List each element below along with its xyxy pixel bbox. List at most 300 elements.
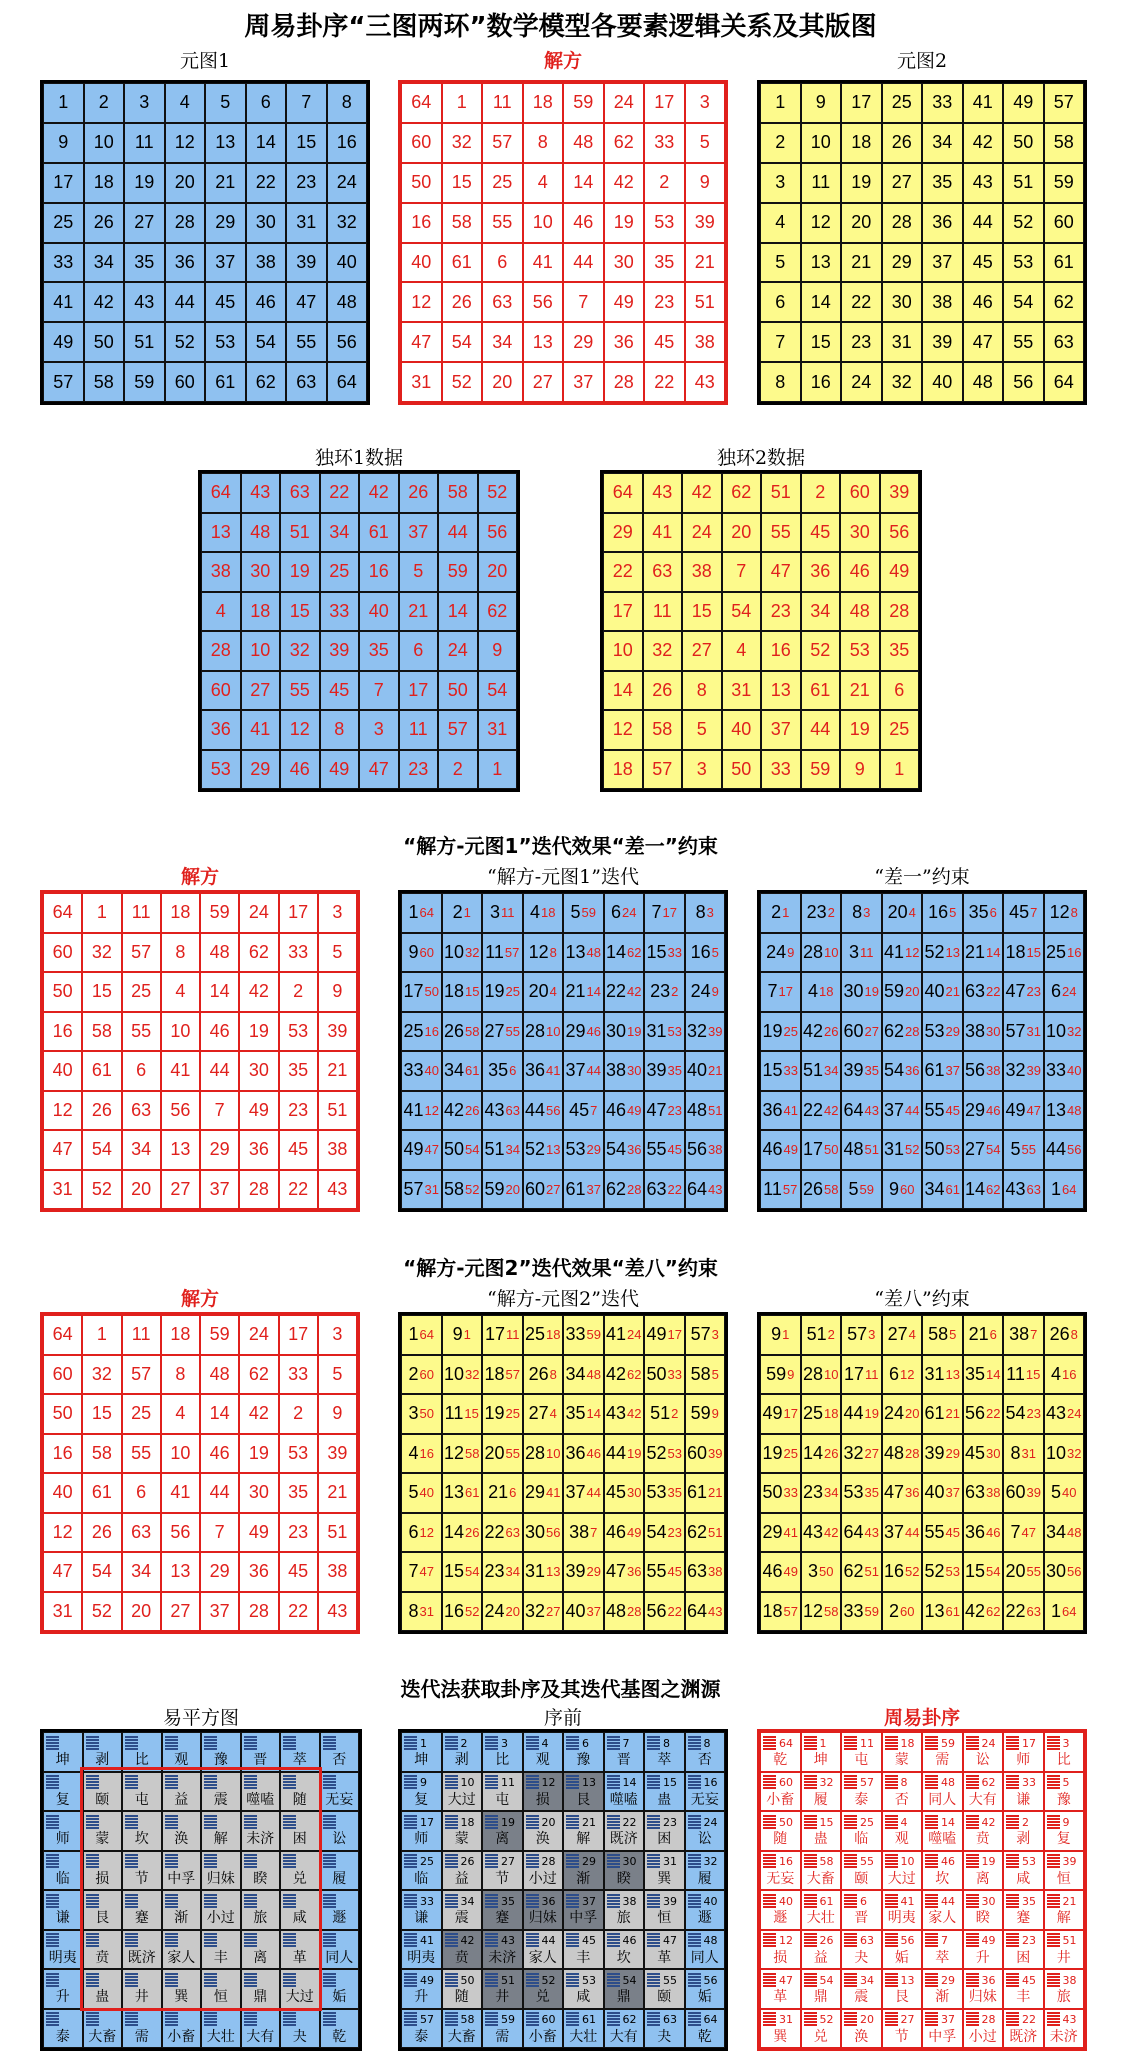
grid-cell: 31	[478, 710, 518, 750]
grid-cell: 1 64	[1044, 1170, 1085, 1210]
grid-cell: 62 28	[882, 1012, 923, 1052]
grid-cell: 28 10	[801, 933, 842, 973]
grid-cell: 24 9	[760, 933, 801, 973]
hexagram-cell: 49 升	[401, 1969, 442, 2009]
grid-cell: 5 59	[563, 893, 604, 933]
grid-iter2	[398, 1312, 728, 1634]
grid-cell: 56	[1003, 362, 1044, 402]
hexagram-cell: 否	[320, 1732, 360, 1772]
grid-cell: 31	[401, 362, 442, 402]
grid-cell: 31 13	[523, 1552, 564, 1592]
grid-cell: 56	[161, 1513, 200, 1553]
grid-cell: 44 56	[1044, 1130, 1085, 1170]
hexagram-icon	[404, 1854, 417, 1869]
grid-duhuan2	[600, 470, 922, 792]
hexagram-icon	[404, 1815, 417, 1830]
grid-cell: 33 59	[563, 1315, 604, 1355]
hexagram-icon	[204, 1815, 217, 1830]
grid-cell: 52	[801, 631, 841, 671]
grid-cell: 57	[438, 710, 478, 750]
hexagram-icon	[566, 2012, 579, 2027]
grid-cell: 35	[279, 1051, 318, 1091]
grid-cell: 33	[279, 1355, 318, 1395]
grid-cell: 48 51	[685, 1091, 726, 1131]
hexagram-icon	[885, 1894, 898, 1909]
grid-cell: 3	[359, 710, 399, 750]
grid-cell: 45	[644, 322, 685, 362]
grid-cell: 20 55	[1003, 1552, 1044, 1592]
grid-cell: 5 55	[1003, 1130, 1044, 1170]
hexagram-cell: 31 巽	[760, 2009, 801, 2049]
hexagram-cell: 57 泰	[401, 2009, 442, 2049]
grid-cell: 22 63	[482, 1513, 523, 1553]
grid-cell: 34	[801, 592, 841, 632]
grid-cell: 5	[685, 123, 726, 163]
grid-cell: 25	[122, 1394, 161, 1434]
grid-cell: 16 52	[882, 1552, 923, 1592]
grid-cell: 19 25	[482, 972, 523, 1012]
hexagram-icon	[607, 1815, 620, 1830]
hexagram-cell: 大有	[241, 2009, 281, 2049]
grid-cell: 13	[161, 1130, 200, 1170]
grid-cell: 19 25	[482, 1394, 523, 1434]
hexagram-cell: 夬	[280, 2009, 320, 2049]
hexagram-cell: 9 复	[401, 1772, 442, 1812]
grid-cell: 46	[246, 282, 287, 322]
grid-cell: 18 57	[482, 1355, 523, 1395]
grid-cell: 51	[685, 282, 726, 322]
hexagram-cell: 乾	[320, 2009, 360, 2049]
hexagram-icon	[283, 1736, 296, 1751]
grid-cell: 48	[840, 592, 880, 632]
grid-cell: 37	[922, 243, 963, 283]
grid-cell: 56	[880, 513, 920, 553]
grid-cell: 53	[201, 750, 241, 790]
grid-cell: 2	[279, 972, 318, 1012]
grid-cell: 53 35	[841, 1473, 882, 1513]
grid-jiefang-3	[40, 1312, 360, 1634]
grid-cell: 36	[239, 1552, 278, 1592]
grid-cell: 13	[201, 513, 241, 553]
hexagram-cell: 33 谦	[1003, 1772, 1044, 1812]
grid-cell: 36	[801, 552, 841, 592]
hexagram-cell: 蹇	[122, 1890, 162, 1930]
grid-cell: 41 12	[882, 933, 923, 973]
grid-cell: 50 53	[922, 1130, 963, 1170]
grid-cell: 59 20	[482, 1170, 523, 1210]
grid-cell: 7	[286, 83, 327, 123]
grid-cell: 58	[643, 710, 683, 750]
hexagram-cell: 27 节	[482, 1851, 523, 1891]
grid-cell: 45	[279, 1130, 318, 1170]
grid-cell: 21 6	[482, 1473, 523, 1513]
grid-cell: 51	[318, 1091, 357, 1131]
grid-cell: 58 5	[685, 1355, 726, 1395]
grid-cell: 64	[401, 83, 442, 123]
hexagram-icon	[46, 1775, 59, 1790]
hexagram-cell: 14 噬嗑	[604, 1772, 645, 1812]
grid-cell: 60	[165, 362, 206, 402]
grid-cell: 12	[603, 710, 643, 750]
grid-yuan2	[757, 80, 1087, 405]
hexagram-cell: 40 遯	[760, 1890, 801, 1930]
grid-cell: 4 18	[801, 972, 842, 1012]
grid-cell: 15	[801, 322, 842, 362]
grid-cell: 62 51	[841, 1552, 882, 1592]
grid-cell: 62	[478, 592, 518, 632]
hexagram-icon	[925, 1973, 938, 1988]
grid-cell: 26 8	[523, 1355, 564, 1395]
grid-cell: 64	[43, 893, 82, 933]
grid-cell: 10 32	[1044, 1012, 1085, 1052]
hexagram-icon	[46, 1815, 59, 1830]
hexagram-icon	[526, 1736, 539, 1751]
grid-cell: 23	[761, 592, 801, 632]
hexagram-icon	[445, 2012, 458, 2027]
grid-cell: 60	[401, 123, 442, 163]
grid-cell: 43 42	[604, 1394, 645, 1434]
grid-cell: 41	[43, 282, 84, 322]
grid-cell: 30 19	[841, 972, 882, 1012]
hexagram-cell: 7 晋	[604, 1732, 645, 1772]
grid-cell: 10 32	[442, 1355, 483, 1395]
grid-cell: 6	[246, 83, 287, 123]
grid-cell: 46	[200, 1434, 239, 1474]
grid-cell: 42	[963, 123, 1004, 163]
grid-cell: 30	[246, 203, 287, 243]
grid-cell: 11	[399, 710, 439, 750]
hexagram-icon	[966, 1933, 979, 1948]
hexagram-cell: 55 颐	[841, 1851, 882, 1891]
grid-cell: 30 56	[523, 1513, 564, 1553]
hexagram-cell: 归妹	[201, 1851, 241, 1891]
grid-cell: 6	[122, 1473, 161, 1513]
grid-cell: 34 48	[1044, 1513, 1085, 1553]
grid-cell: 38	[922, 282, 963, 322]
grid-cell: 32 39	[1003, 1051, 1044, 1091]
grid-cell: 17	[399, 671, 439, 711]
hexagram-icon	[844, 1815, 857, 1830]
grid-jiefang-2	[40, 890, 360, 1212]
hexagram-icon	[804, 1854, 817, 1869]
grid-cell: 1	[760, 83, 801, 123]
grid-cell: 15 33	[760, 1051, 801, 1091]
grid-cell: 49	[239, 1091, 278, 1131]
grid-cell: 18 57	[760, 1592, 801, 1632]
grid-cell: 53	[205, 322, 246, 362]
hexagram-cell: 咸	[280, 1890, 320, 1930]
hexagram-icon	[46, 2012, 59, 2027]
grid-cell: 13	[161, 1552, 200, 1592]
grid-cell: 17	[43, 163, 84, 203]
grid-cell: 50	[84, 322, 125, 362]
grid-cell: 42	[239, 972, 278, 1012]
hexagram-icon	[323, 1894, 336, 1909]
hexagram-cell: 5 豫	[1044, 1772, 1085, 1812]
grid-cell: 62	[604, 123, 645, 163]
grid-cell: 60	[43, 933, 82, 973]
grid-cell: 48	[200, 1355, 239, 1395]
hexagram-cell: 无妄	[320, 1772, 360, 1812]
hexagram-icon	[165, 1815, 178, 1830]
grid-cell: 34	[922, 123, 963, 163]
grid-cell: 43	[124, 282, 165, 322]
grid-cell: 37	[200, 1592, 239, 1632]
hexagram-cell: 25 临	[841, 1811, 882, 1851]
grid-cell: 57 31	[401, 1170, 442, 1210]
hexagram-icon	[966, 1815, 979, 1830]
grid-cell: 5	[760, 243, 801, 283]
grid-cell: 31 13	[922, 1355, 963, 1395]
grid-cell: 20	[841, 203, 882, 243]
hexagram-cell: 41 明夷	[882, 1890, 923, 1930]
hexagram-icon	[204, 1854, 217, 1869]
grid-cell: 24 20	[482, 1592, 523, 1632]
hexagram-icon	[125, 1815, 138, 1830]
grid-cell: 39 35	[841, 1051, 882, 1091]
grid-cell: 21	[685, 243, 726, 283]
hexagram-icon	[885, 1973, 898, 1988]
grid-cell: 43 63	[482, 1091, 523, 1131]
grid-cell: 2	[644, 163, 685, 203]
grid-cell: 37	[761, 710, 801, 750]
grid-cell: 18	[161, 893, 200, 933]
hexagram-icon	[844, 1854, 857, 1869]
hexagram-icon	[566, 1815, 579, 1830]
grid-cell: 50	[43, 1394, 82, 1434]
grid-cell: 2	[84, 83, 125, 123]
hexagram-cell: 10 大过	[442, 1772, 483, 1812]
grid-cell: 49 17	[644, 1315, 685, 1355]
hexagram-icon	[925, 1894, 938, 1909]
hexagram-cell: 家人	[162, 1930, 202, 1970]
hexagram-cell: 20 涣	[523, 1811, 564, 1851]
hexagram-icon	[86, 1815, 99, 1830]
hexagram-icon	[1006, 1854, 1019, 1869]
grid-cell: 6 12	[882, 1355, 923, 1395]
grid-cell: 12	[43, 1513, 82, 1553]
grid-cell: 25 16	[401, 1012, 442, 1052]
hexagram-icon	[86, 1894, 99, 1909]
grid-cell: 34	[122, 1552, 161, 1592]
hexagram-cell: 颐	[83, 1772, 123, 1812]
hexagram-icon	[804, 1894, 817, 1909]
hexagram-cell: 63 夬	[841, 1930, 882, 1970]
hexagram-cell: 42 贲	[963, 1811, 1004, 1851]
hexagram-cell: 21 解	[563, 1811, 604, 1851]
hexagram-icon	[526, 1854, 539, 1869]
hexagram-cell: 35 蹇	[482, 1890, 523, 1930]
grid-cell: 50	[722, 750, 762, 790]
grid-cell: 36	[165, 243, 206, 283]
hexagram-icon	[844, 1933, 857, 1948]
grid-cell: 63	[122, 1513, 161, 1553]
hexagram-cell: 姤	[320, 1969, 360, 2009]
grid-cell: 63 38	[963, 1473, 1004, 1513]
grid-cell: 64	[327, 362, 368, 402]
grid-cell: 23	[286, 163, 327, 203]
grid-cell: 38 7	[1003, 1315, 1044, 1355]
hexagram-cell: 24 讼	[685, 1811, 726, 1851]
grid-cell: 20 4	[882, 893, 923, 933]
grid-cell: 7	[359, 671, 399, 711]
grid-cell: 40	[722, 710, 762, 750]
grid-cell: 5	[318, 933, 357, 973]
grid-cell: 1	[442, 83, 483, 123]
grid-cell: 59 9	[760, 1355, 801, 1395]
grid-cell: 59	[438, 552, 478, 592]
hexagram-cell: 震	[201, 1772, 241, 1812]
hexagram-cell: 50 随	[442, 1969, 483, 2009]
hexagram-icon	[1006, 1815, 1019, 1830]
grid-cell: 28	[604, 362, 645, 402]
hexagram-cell: 18 蒙	[442, 1811, 483, 1851]
hexagram-icon	[647, 1933, 660, 1948]
hexagram-icon	[46, 1973, 59, 1988]
grid-cell: 55 45	[644, 1552, 685, 1592]
grid-cell: 44	[200, 1051, 239, 1091]
grid-cell: 43 24	[1044, 1394, 1085, 1434]
grid-cell: 45 7	[1003, 893, 1044, 933]
label-iter1: “解方-元图1”迭代	[487, 866, 639, 888]
grid-cell: 25	[482, 163, 523, 203]
grid-cell: 43	[318, 1592, 357, 1632]
hexagram-icon	[485, 1775, 498, 1790]
hexagram-icon	[844, 2012, 857, 2027]
hexagram-icon	[125, 1736, 138, 1751]
grid-cell: 36	[604, 322, 645, 362]
hexagram-cell: 46 坎	[922, 1851, 963, 1891]
grid-cell: 26 58	[801, 1170, 842, 1210]
grid-cell: 5	[205, 83, 246, 123]
hexagram-icon	[966, 1736, 979, 1751]
label-jiefang-2: 解方	[180, 866, 219, 888]
grid-cell: 52	[82, 1592, 121, 1632]
hexagram-icon	[688, 1933, 701, 1948]
grid-cell: 47	[761, 552, 801, 592]
grid-yuan1	[40, 80, 370, 405]
grid-cell: 20 4	[523, 972, 564, 1012]
hexagram-icon	[1047, 1775, 1060, 1790]
hexagram-icon	[647, 1815, 660, 1830]
grid-cell: 21	[318, 1473, 357, 1513]
grid-cell: 57	[43, 362, 84, 402]
grid-cell: 61 21	[685, 1473, 726, 1513]
grid-cell: 47 36	[882, 1473, 923, 1513]
grid-cell: 40	[359, 592, 399, 632]
grid-cell: 2	[279, 1394, 318, 1434]
hexagram-icon	[283, 1894, 296, 1909]
grid-cell: 37	[563, 362, 604, 402]
grid-cell: 15	[82, 1394, 121, 1434]
hexagram-cell: 剥	[83, 1732, 123, 1772]
grid-cell: 44	[200, 1473, 239, 1513]
hexagram-icon	[804, 1973, 817, 1988]
grid-cell: 5	[399, 552, 439, 592]
hexagram-cell: 36 归妹	[963, 1969, 1004, 2009]
hexagram-cell: 中孚	[162, 1851, 202, 1891]
grid-cell: 6	[399, 631, 439, 671]
grid-cell: 62	[239, 1355, 278, 1395]
grid-cell: 54	[82, 1130, 121, 1170]
hexagram-cell: 31 巽	[644, 1851, 685, 1891]
hexagram-icon	[966, 2012, 979, 2027]
hexagram-icon	[204, 2012, 217, 2027]
grid-cell: 1	[880, 750, 920, 790]
hexagram-icon	[46, 1933, 59, 1948]
grid-cell: 26	[84, 203, 125, 243]
grid-cell: 21	[318, 1051, 357, 1091]
hexagram-icon	[804, 1815, 817, 1830]
hexagram-cell: 53 咸	[1003, 1851, 1044, 1891]
hexagram-icon	[1047, 1854, 1060, 1869]
hexagram-icon	[844, 1775, 857, 1790]
grid-cell: 18 15	[1003, 933, 1044, 973]
grid-cell: 25	[43, 203, 84, 243]
grid-cell: 4	[165, 83, 206, 123]
grid-cell: 27	[523, 362, 564, 402]
grid-cell: 43	[643, 473, 683, 513]
grid-cell: 13	[523, 322, 564, 362]
hexagram-icon	[925, 1736, 938, 1751]
grid-cell: 63	[643, 552, 683, 592]
hexagram-icon	[445, 1736, 458, 1751]
grid-cell: 51 2	[801, 1315, 842, 1355]
grid-cell: 19 25	[760, 1012, 801, 1052]
grid-cell: 23	[841, 322, 882, 362]
grid-cell: 23 2	[801, 893, 842, 933]
grid-cell: 32	[327, 203, 368, 243]
grid-cell: 53 29	[922, 1012, 963, 1052]
hexagram-cell: 26 益	[801, 1930, 842, 1970]
grid-cell: 53 29	[563, 1130, 604, 1170]
hexagram-cell: 45 丰	[563, 1930, 604, 1970]
hexagram-cell: 59 需	[482, 2009, 523, 2049]
grid-cell: 11	[122, 1315, 161, 1355]
grid-cell: 54	[1003, 282, 1044, 322]
hexagram-icon	[885, 1854, 898, 1869]
grid-cell: 51 2	[644, 1394, 685, 1434]
grid-cell: 59	[801, 750, 841, 790]
hexagram-icon	[323, 1933, 336, 1948]
hexagram-icon	[244, 1933, 257, 1948]
hexagram-cell: 62 大有	[963, 1772, 1004, 1812]
grid-cell: 62	[1044, 282, 1085, 322]
hexagram-cell: 28 小过	[523, 1851, 564, 1891]
grid-cell: 20	[122, 1170, 161, 1210]
hexagram-icon	[86, 1736, 99, 1751]
hexagram-icon	[244, 2012, 257, 2027]
hexagram-icon	[925, 1775, 938, 1790]
grid-cell: 46	[280, 750, 320, 790]
grid-cell: 16	[327, 123, 368, 163]
grid-cell: 52	[442, 362, 483, 402]
grid-cell: 23 2	[644, 972, 685, 1012]
grid-cell: 16	[801, 362, 842, 402]
hexagram-icon	[204, 1894, 217, 1909]
grid-cell: 36 41	[760, 1091, 801, 1131]
hexagram-cell: 43 未济	[482, 1930, 523, 1970]
grid-cell: 51	[318, 1513, 357, 1553]
grid-cell: 44	[963, 203, 1004, 243]
grid-cell: 4	[161, 1394, 200, 1434]
label-xuqian: 序前	[543, 1707, 582, 1729]
grid-cell: 12 8	[523, 933, 564, 973]
hexagram-cell: 17 师	[1003, 1732, 1044, 1772]
grid-cell: 43 42	[801, 1513, 842, 1553]
hexagram-cell: 贲	[83, 1930, 123, 1970]
hexagram-cell: 20 涣	[841, 2009, 882, 2049]
